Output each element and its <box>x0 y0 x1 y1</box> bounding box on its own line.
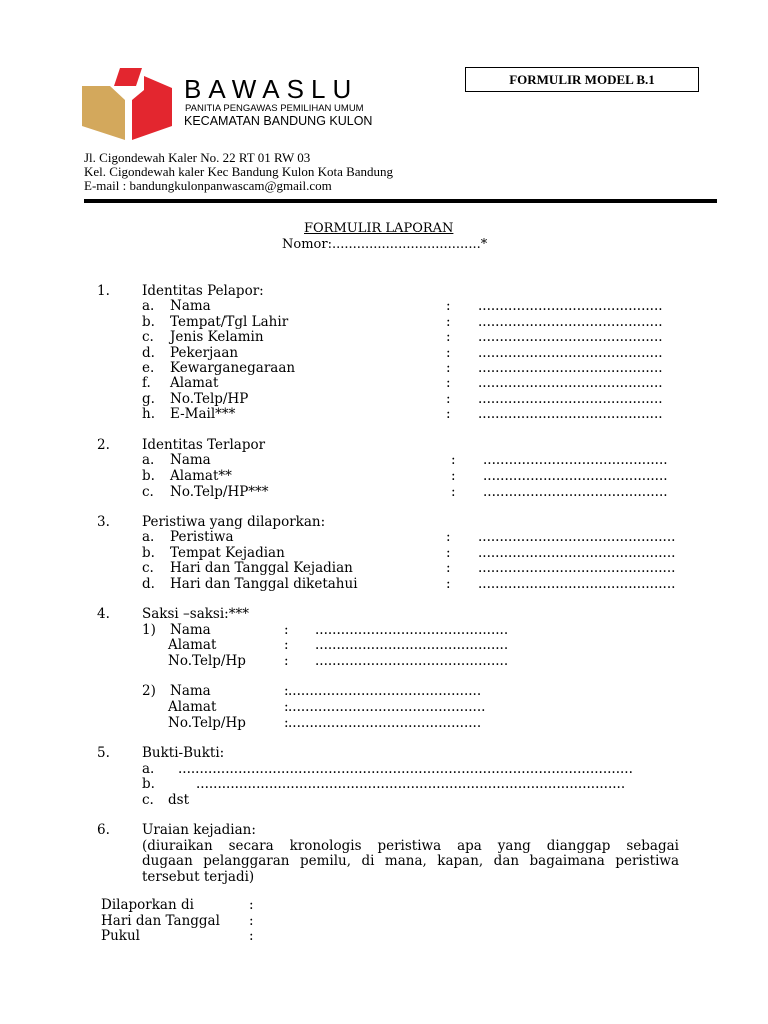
nomor-line: Nomor:....................................* <box>282 237 488 252</box>
form-title: FORMULIR LAPORAN <box>304 221 454 236</box>
field-fill-dots: ........................................... <box>478 314 663 330</box>
section-2-title: Identitas Terlapor <box>142 437 266 453</box>
field-colon: : <box>446 545 451 561</box>
field-colon: : <box>249 913 254 929</box>
field-label: Nama <box>170 452 211 468</box>
field-label-letter: a. <box>142 298 155 314</box>
logo-gold-shape <box>82 86 125 140</box>
field-colon: : <box>446 375 451 391</box>
evidence-dots-b: .................................................................................................... <box>196 776 626 792</box>
witness-field-label: Alamat <box>168 699 217 715</box>
field-colon: : <box>249 897 254 913</box>
field-label-letter: h. <box>142 406 155 422</box>
witness-field-label: No.Telp/Hp <box>168 715 246 731</box>
witness-field-label: Nama <box>170 622 211 638</box>
field-label: Hari dan Tanggal Kejadian <box>170 560 353 576</box>
section-6-instruction-1: (diuraikan secara kronologis peristiwa apa yang dianggap sebagai <box>142 838 679 854</box>
field-label: Jenis Kelamin <box>170 329 264 345</box>
field-colon: : <box>446 391 451 407</box>
reported-time-label: Pukul <box>101 928 140 944</box>
address-line-1: Jl. Cigondewah Kaler No. 22 RT 01 RW 03 <box>84 150 311 165</box>
section-4-title: Saksi –saksi:*** <box>142 606 249 622</box>
bawaslu-logo <box>80 66 176 144</box>
email-line: E-mail : bandungkulonpanwascam@gmail.com <box>84 178 332 193</box>
field-label-letter: b. <box>142 545 155 561</box>
field-label-letter: b. <box>142 314 155 330</box>
evidence-letter-b: b. <box>142 776 155 792</box>
field-fill-dots: .............................................. <box>288 699 486 715</box>
field-colon: : <box>446 560 451 576</box>
witness-field-label: No.Telp/Hp <box>168 653 246 669</box>
section-6-instruction-3: tersebut terjadi) <box>142 869 255 885</box>
witness-number: 1) <box>142 622 156 638</box>
field-label-letter: c. <box>142 329 154 345</box>
field-fill-dots: ............................................. <box>288 683 482 699</box>
reported-at-label: Dilaporkan di <box>101 897 194 913</box>
field-colon: : <box>284 622 289 638</box>
field-label: Alamat <box>170 375 219 391</box>
field-colon: : <box>451 484 456 500</box>
field-fill-dots: .............................................. <box>478 560 676 576</box>
field-label-letter: f. <box>142 375 151 391</box>
section-6-title: Uraian kejadian: <box>142 822 256 838</box>
field-colon: : <box>446 529 451 545</box>
field-colon: : <box>451 468 456 484</box>
field-label-letter: e. <box>142 360 155 376</box>
org-subtitle-2: KECAMATAN BANDUNG KULON <box>184 114 373 128</box>
field-fill-dots: ........................................... <box>478 360 663 376</box>
field-colon: : <box>451 452 456 468</box>
field-fill-dots: .............................................. <box>478 545 676 561</box>
witness-number: 2) <box>142 683 156 699</box>
form-model-label: FORMULIR MODEL B.1 <box>509 72 655 87</box>
field-label-letter: d. <box>142 345 155 361</box>
section-2-number: 2. <box>97 437 110 453</box>
section-5-title: Bukti-Bukti: <box>142 745 225 761</box>
field-label: Tempat/Tgl Lahir <box>170 314 289 330</box>
logo-red-right-shape <box>132 76 172 140</box>
reported-date-label: Hari dan Tanggal <box>101 913 220 929</box>
field-label: Tempat Kejadian <box>170 545 285 561</box>
evidence-dots-a: .......................................................................................................... <box>178 761 633 777</box>
field-label-letter: b. <box>142 468 155 484</box>
field-fill-dots: ........................................... <box>483 484 668 500</box>
section-4-number: 4. <box>97 606 110 622</box>
field-colon: : <box>284 699 289 715</box>
field-label: Kewarganegaraan <box>170 360 296 376</box>
field-colon: : <box>284 637 289 653</box>
field-fill-dots: ........................................... <box>483 468 668 484</box>
field-label: Pekerjaan <box>170 345 239 361</box>
field-fill-dots: ............................................. <box>288 715 482 731</box>
field-fill-dots: .............................................. <box>478 529 676 545</box>
field-colon: : <box>284 715 289 731</box>
section-1-number: 1. <box>97 283 110 299</box>
field-fill-dots: ........................................... <box>478 406 663 422</box>
field-label: E-Mail*** <box>170 406 236 422</box>
field-label-letter: c. <box>142 560 154 576</box>
address-line-2: Kel. Cigondewah kaler Kec Bandung Kulon Kota Bandung <box>84 164 394 179</box>
section-1-title: Identitas Pelapor: <box>142 283 264 299</box>
section-3-number: 3. <box>97 514 110 530</box>
field-label-letter: d. <box>142 576 155 592</box>
witness-field-label: Nama <box>170 683 211 699</box>
field-colon: : <box>446 576 451 592</box>
field-fill-dots: .............................................. <box>478 576 676 592</box>
field-fill-dots: ........................................... <box>478 345 663 361</box>
field-label-letter: a. <box>142 452 155 468</box>
field-label: Alamat** <box>170 468 232 484</box>
field-label-letter: a. <box>142 529 155 545</box>
field-fill-dots: ........................................... <box>478 298 663 314</box>
field-colon: : <box>446 314 451 330</box>
witness-field-label: Alamat <box>168 637 217 653</box>
evidence-letter-a: a. <box>142 761 155 777</box>
field-colon: : <box>446 360 451 376</box>
section-6-number: 6. <box>97 822 110 838</box>
org-name: BAWASLU <box>184 74 359 104</box>
field-label: Hari dan Tanggal diketahui <box>170 576 358 592</box>
field-fill-dots: ........................................... <box>478 329 663 345</box>
field-fill-dots: ............................................. <box>315 637 509 653</box>
evidence-letter-c: c. <box>142 792 154 808</box>
header-divider <box>84 199 717 203</box>
field-colon: : <box>446 329 451 345</box>
org-subtitle-1: PANITIA PENGAWAS PEMILIHAN UMUM <box>185 103 364 114</box>
section-6-instruction-2: dugaan pelanggaran pemilu, di mana, kapan, dan bagaimana peristiwa <box>142 853 679 869</box>
field-label: Nama <box>170 298 211 314</box>
field-colon: : <box>446 298 451 314</box>
field-fill-dots: ............................................. <box>315 653 509 669</box>
field-label: Peristiwa <box>170 529 234 545</box>
field-colon: : <box>284 653 289 669</box>
section-5-number: 5. <box>97 745 110 761</box>
field-fill-dots: ........................................... <box>483 452 668 468</box>
field-label: No.Telp/HP <box>170 391 249 407</box>
evidence-etc: dst <box>168 792 189 808</box>
field-colon: : <box>249 928 254 944</box>
field-label-letter: c. <box>142 484 154 500</box>
form-model-box <box>465 67 699 92</box>
field-fill-dots: ........................................... <box>478 391 663 407</box>
logo-red-top-shape <box>114 68 142 86</box>
field-label: No.Telp/HP*** <box>170 484 269 500</box>
section-3-title: Peristiwa yang dilaporkan: <box>142 514 326 530</box>
field-colon: : <box>284 683 289 699</box>
field-label-letter: g. <box>142 391 155 407</box>
field-fill-dots: ............................................. <box>315 622 509 638</box>
field-colon: : <box>446 345 451 361</box>
field-colon: : <box>446 406 451 422</box>
field-fill-dots: ........................................... <box>478 375 663 391</box>
